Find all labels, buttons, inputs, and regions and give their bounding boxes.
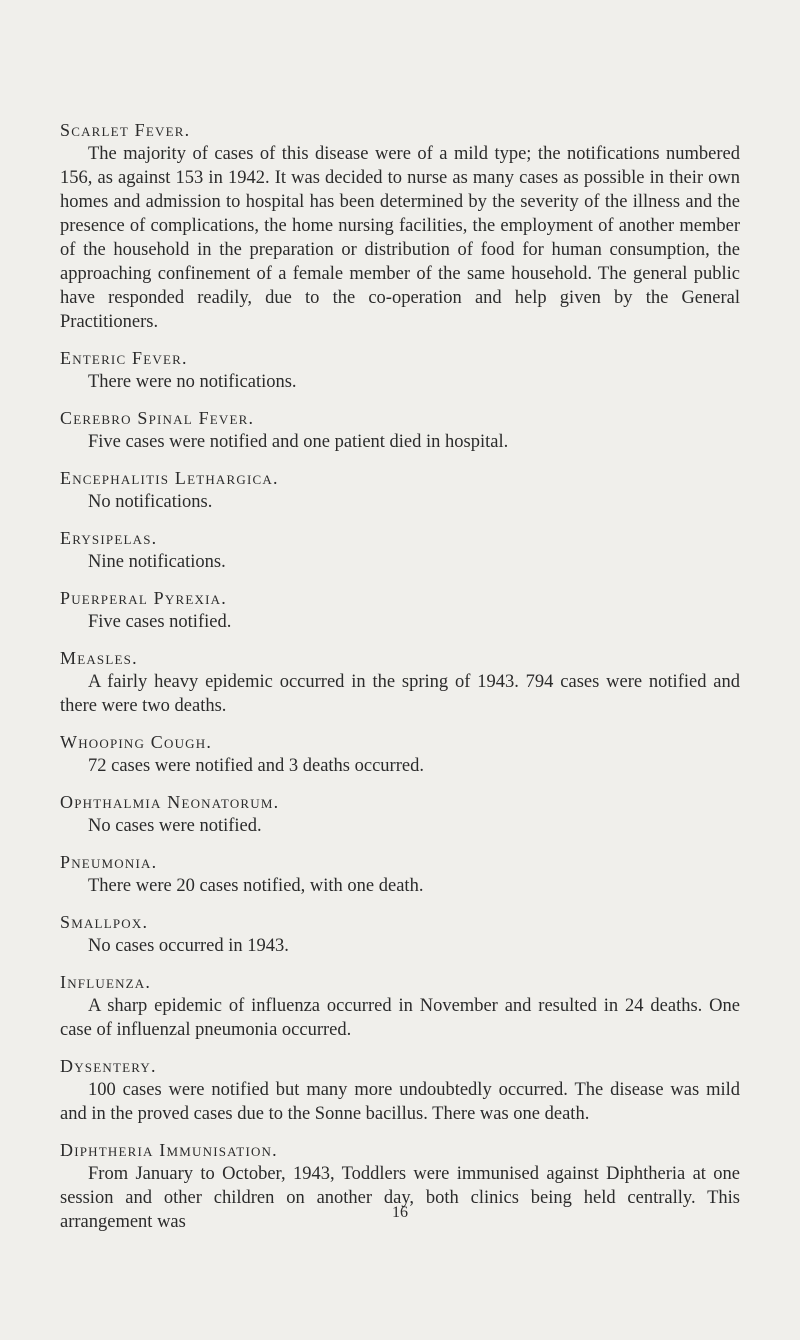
section-text: The majority of cases of this disease were of a mild type; the notifications numbered 156, as against 153 in 1942. It was decided to nurse as many cases as possible in their own homes and admission to hospital has been determined by the severity of the illness and the presence of complications, the home nursing facilities, the employment of another member of the household in the preparation or distribution of food for human consumption, the approaching confinement of a female member of the same household. The general public have responded readily, due to the co-operation and help given by the General Practitioners. [60,144,740,332]
section-pneumonia [60,850,740,898]
document-page [60,118,740,1234]
section-text: 72 cases were notified and 3 deaths occurred. [88,756,424,776]
section-text: A fairly heavy epidemic occurred in the spring of 1943. 794 cases were notified and there were two deaths. [60,672,740,716]
section-heading: Pneumonia. [60,852,158,872]
section-text: No notifications. [88,492,213,512]
section-dysentery [60,1054,740,1126]
section-text: No cases were notified. [88,816,262,836]
section-heading: Influenza. [60,972,152,992]
section-text: There were no notifications. [88,372,297,392]
section-enteric-fever [60,346,740,394]
section-smallpox [60,910,740,958]
section-heading: Ophthalmia Neonatorum. [60,792,280,812]
section-heading: Smallpox. [60,912,149,932]
section-text: Five cases notified. [88,612,232,632]
section-ophthalmia-neonatorum [60,790,740,838]
section-text: A sharp epidemic of influenza occurred in November and resulted in 24 deaths. One case of influenzal pneumonia occurred. [60,996,740,1040]
section-encephalitis-lethargica [60,466,740,514]
section-heading: Cerebro Spinal Fever. [60,408,255,428]
section-heading: Diphtheria Immunisation. [60,1140,278,1160]
section-scarlet-fever [60,118,740,334]
section-influenza [60,970,740,1042]
section-erysipelas [60,526,740,574]
section-puerperal-pyrexia [60,586,740,634]
section-text: Five cases were notified and one patient died in hospital. [88,432,509,452]
section-text: There were 20 cases notified, with one death. [88,876,424,896]
section-whooping-cough [60,730,740,778]
page-number: 16 [392,1204,408,1221]
section-heading: Whooping Cough. [60,732,213,752]
section-heading: Puerperal Pyrexia. [60,588,227,608]
section-heading: Enteric Fever. [60,348,188,368]
section-cerebro-spinal-fever [60,406,740,454]
section-text: From January to October, 1943, Toddlers were immunised against Diphtheria at one session and other children on another day, both clinics being held centrally. This arrangement was [60,1164,740,1232]
section-text: Nine notifications. [88,552,226,572]
section-text: 100 cases were notified but many more undoubtedly occurred. The disease was mild and in the proved cases due to the Sonne bacillus. There was one death. [60,1080,740,1124]
section-heading: Measles. [60,648,138,668]
section-heading: Dysentery. [60,1056,157,1076]
section-heading: Scarlet Fever. [60,120,191,140]
section-heading: Erysipelas. [60,528,158,548]
section-text: No cases occurred in 1943. [88,936,289,956]
section-heading: Encephalitis Lethargica. [60,468,279,488]
section-measles [60,646,740,718]
